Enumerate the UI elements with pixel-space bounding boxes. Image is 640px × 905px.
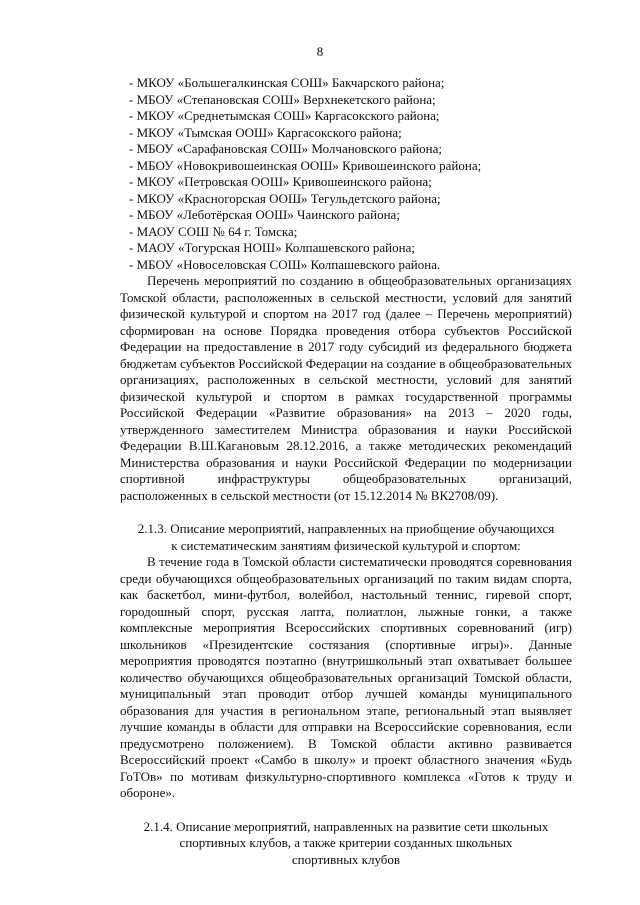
heading-line: 2.1.4. Описание мероприятий, направленных на развитие сети школьных [143, 818, 549, 834]
page-number: 8 [316, 44, 324, 59]
list-item: - МБОУ «Новокривошеинская ООШ» Кривошеинского района; [129, 157, 482, 173]
paragraph-competitions: В течение года в Томской области систематически проводятся соревнования среди обучающихся общеобразовательных организаций по таким видам спорта, как баскетбол, мини-футбол, волейбол, настольный теннис, гиревой спорт, городошный спорт, русская лапта, полиатлон, лыжные гонки, а также комплексные мероприятия Всероссийских спортивных соревнований (игр) школьников «Президентские состязания (спортивные игры)». Данные мероприятия проводятся поэтапно (внутришкольный этап охватывает большее количество обучающихся общеобразовательных организаций Томской области, муниципальный этап проводит отбор лучшей команды муниципального образования для участия в региональном этапе, региональный этап выявляет лучшие команды в области для отправки на Всероссийские соревнования, если предусмотрено положением). В Томской области активно развивается Всероссийский проект «Самбо в школу» и проект областного значения «Будь ГоТОв» по мотивам физкультурно-спортивного комплекса «Готов к труду и обороне». [120, 554, 572, 800]
list-item: - МКОУ «Красногорская ООШ» Тегульдетского района; [129, 190, 441, 206]
school-list [120, 75, 572, 273]
list-item: - МКОУ «Петровская ООШ» Кривошеинского района; [129, 174, 432, 189]
list-item: - МКОУ «Тымская ООШ» Каргасокского района; [129, 124, 402, 140]
paragraph-event-list-basis: Перечень мероприятий по созданию в общеобразовательных организациях Томской области, расположенных в сельской местности, условий для занятий физической культурой и спортом на 2017 год (далее – Перечень мероприятий) сформирован на основе Порядка проведения отбора субъектов Российской Федерации на предоставление в 2017 году субсидий из федерального бюджета бюджетам субъектов Российской Федерации на создание в общеобразовательных организациях, расположенных в сельской местности, условий для занятий физической культурой и спортом в рамках государственной программы Российской Федерации «Развитие образования» на 2013 – 2020 годы, утвержденного заместителем Министра образования и науки Российской Федерации В.Ш.Кагановым 28.12.2016, а также методических рекомендаций Министерства образования и науки Российской Федерации по модернизации спортивной инфраструктуры общеобразовательных организаций, расположенных в сельской местности (от 15.12.2014 № ВК2708/09). [120, 273, 572, 503]
document-body [120, 75, 572, 868]
list-item: - МБОУ «Степановская СОШ» Верхнекетского района; [129, 91, 436, 107]
heading-line: к систематическим занятиям физической культурой и спортом: [171, 537, 521, 553]
section-heading-2-1-3 [120, 521, 572, 554]
list-item: - МКОУ «Среднетымская СОШ» Каргасокского района; [129, 108, 440, 123]
list-item: - МБОУ «Сарафановская СОШ» Молчановского района; [129, 141, 442, 156]
list-item: - МБОУ «Леботёрская ООШ» Чаинского района; [129, 207, 400, 222]
list-item: - МБОУ «Новоселовская СОШ» Колпашевского района. [129, 256, 441, 272]
list-item: - МКОУ «Большегалкинская СОШ» Бакчарского района; [129, 75, 445, 90]
heading-line: спортивных клубов [291, 851, 401, 867]
heading-line: 2.1.3. Описание мероприятий, направленных на приобщение обучающихся [137, 521, 555, 536]
section-heading-2-1-4 [120, 819, 572, 869]
list-item: - МАОУ СОШ № 64 г. Томска; [129, 223, 298, 239]
heading-line: спортивных клубов, а также критерии созданных школьных [179, 835, 513, 850]
list-item: - МАОУ «Тогурская НОШ» Колпашевского района; [129, 240, 415, 255]
